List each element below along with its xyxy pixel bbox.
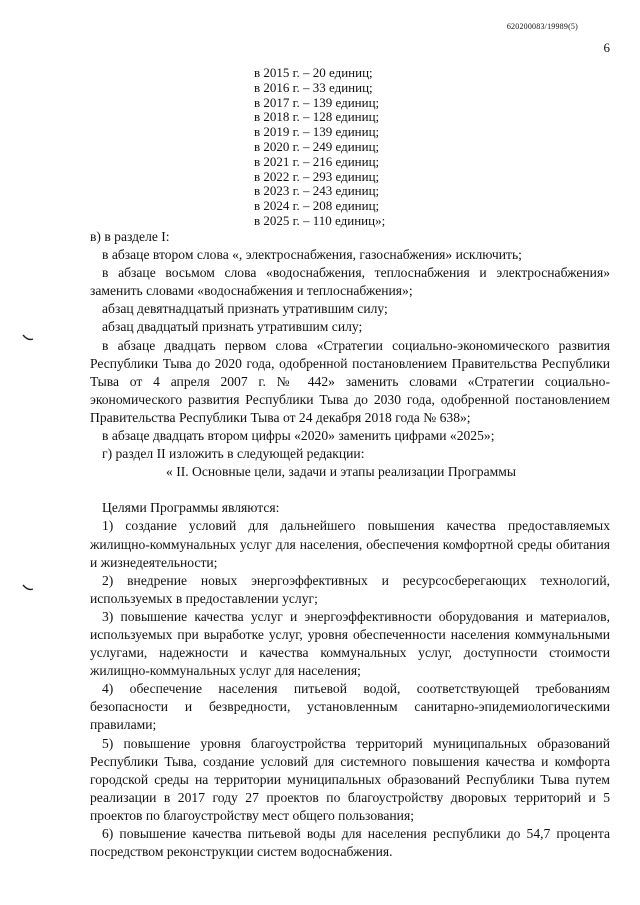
year-item: в 2017 г. – 139 единиц; <box>254 94 380 110</box>
punch-mark-icon <box>22 334 34 341</box>
year-item: в 2024 г. – 208 единиц; <box>254 198 380 214</box>
paragraph: в) в разделе I: <box>90 229 170 244</box>
paragraph: г) раздел II изложить в следующей редакции: <box>102 446 365 462</box>
year-item: в 2018 г. – 128 единиц; <box>254 109 380 125</box>
paragraph: 2) внедрение новых энергоэффективных и ресурсосберегающих технологий, используемых в предоставлении услуг; <box>90 572 610 606</box>
paragraph: 4) обеспечение населения питьевой водой, соответствующей требованиям безопасности и безвредности, установленным санитарно-эпидемиологическими правилами; <box>90 681 610 733</box>
paragraph: абзац девятнадцатый признать утратившим силу; <box>102 301 388 317</box>
section-heading: « II. Основные цели, задачи и этапы реализации Программы <box>166 464 516 480</box>
paragraph: 6) повышение качества питьевой воды для населения республики до 54,7 процента посредством реконструкции систем водоснабжения. <box>90 826 610 860</box>
paragraph: 3) повышение качества услуг и энергоэффективности оборудования и материалов, используемых при выработке услуг, уровня обеспеченности населения коммунальными услугами, надежности и качества коммунальных услуг, доступности стоимости жилищно-коммунальных услуг для населения; <box>90 608 610 679</box>
year-list <box>254 66 385 229</box>
paragraph: 1) создание условий для дальнейшего повышения качества предоставляемых жилищно-коммунальных услуг для населения, обеспечения комфортной среды обитания и жизнедеятельности; <box>90 518 610 570</box>
document-body <box>90 228 610 861</box>
paragraph: в абзаце втором слова «, электроснабжения, газоснабжения» исключить; <box>102 247 522 263</box>
year-item: в 2019 г. – 139 единиц; <box>254 124 380 140</box>
paragraph: в абзаце восьмом слова «водоснабжения, теплоснабжения и электроснабжения» заменить словами «водоснабжения и теплоснабжения»; <box>90 265 610 299</box>
document-id: 620200083/19989(5) <box>506 22 578 31</box>
year-item: в 2025 г. – 110 единиц»; <box>254 212 386 228</box>
page-number: 6 <box>603 40 610 55</box>
year-item: в 2022 г. – 293 единиц; <box>254 168 380 184</box>
punch-mark-icon <box>22 584 34 591</box>
paragraph: в абзаце двадцать первом слова «Стратегии социально-экономического развития Республики Тыва до 2020 года, одобренной постановлением Правительства Республики Тыва от 4 апреля 2007 г. № 442» заменить словами «Стратегии социально-экономического развития Республики Тыва до 2030 года, одобренной постановлением Правительства Республики Тыва от 24 декабря 2018 года № 638»; <box>90 337 610 425</box>
paragraph: в абзаце двадцать втором цифры «2020» заменить цифрами «2025»; <box>102 428 495 444</box>
year-item: в 2016 г. – 33 единиц; <box>254 79 373 95</box>
year-item: в 2023 г. – 243 единиц; <box>254 183 380 199</box>
year-item: в 2021 г. – 216 единиц; <box>254 153 380 169</box>
paragraph: абзац двадцатый признать утратившим силу; <box>102 319 363 335</box>
year-item: в 2015 г. – 20 единиц; <box>254 65 373 80</box>
paragraph: Целями Программы являются: <box>102 500 280 516</box>
paragraph: 5) повышение уровня благоустройства территорий муниципальных образований Республики Тыва, создание условий для системного повышения качества и комфорта городской среды на территории муниципальных образований Республики Тыва путем реализации в 2017 году 27 проектов по благоустройству дворовых территорий и 5 проектов по благоустройству мест общего пользования; <box>90 735 610 823</box>
year-item: в 2020 г. – 249 единиц; <box>254 138 380 154</box>
